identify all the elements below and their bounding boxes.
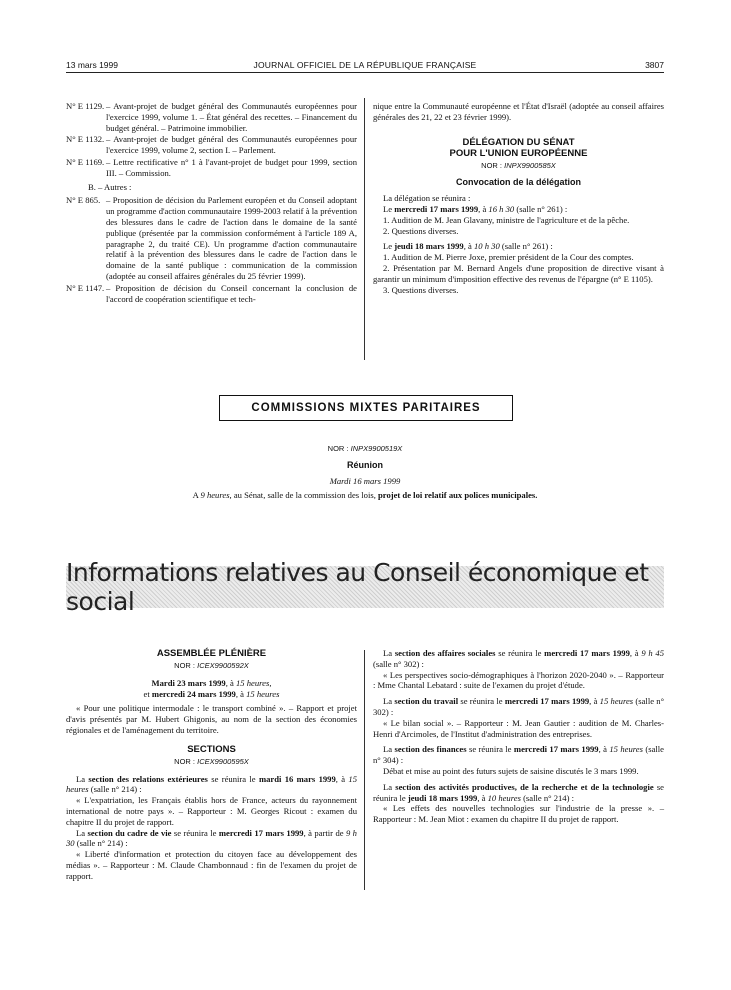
entry-e1132: N° E 1132. – Avant-projet de budget général des Communautés européennes pour l'exercice 1999, volume 2, section I. – Parlement. <box>66 134 357 156</box>
meeting-2-item: 1. Audition de M. Pierre Joxe, premier président de la Cour des comptes. <box>383 252 634 263</box>
section-activites-productives-line: La section des activités productives, de la recherche et de la technologie se réunira le jeudi 18 mars 1999, à 10 heures (salle n° 214) : <box>373 781 664 803</box>
entry-e1147: N° E 1147. – Proposition de décision du Conseil concernant la conclusion de l'accord de coopération scientifique et tech- <box>66 282 357 304</box>
assemblee-text: « Pour une politique intermodale : le transport combiné ». – Rapport et projet d'avis présentés par M. Hubert Ghigonis, au nom de la section des économies régionales et de l'aménagement du territoire. <box>66 703 357 735</box>
cmp-reunion: Réunion <box>347 460 383 470</box>
journal-title: JOURNAL OFFICIEL DE LA RÉPUBLIQUE FRANÇAISE <box>253 60 477 70</box>
column-divider-bottom <box>364 650 365 890</box>
ces-banner-title: Informations relatives au Conseil économique et social <box>66 558 649 616</box>
cmp-line: A 9 heures, au Sénat, salle de la commission des lois, projet de loi relatif aux polices municipales. <box>192 490 538 500</box>
entry-e1169: N° E 1169. – Lettre rectificative n° 1 à l'avant-projet de budget pour 1999, section III. – Commission. <box>66 156 357 178</box>
meeting-2-item: 2. Présentation par M. Bernard Angels d'une proposition de directive visant à garantir un minimum d'imposition effective des revenus de l'épargne (n° E 1105). <box>373 262 664 284</box>
assemblee-nor: NOR : ICEX9900592X <box>174 661 249 670</box>
assemblee-date-2: et mercredi 24 mars 1999, à 15 heures <box>143 688 280 699</box>
convocation-subhead: Convocation de la délégation <box>455 177 581 188</box>
section-activites-productives-text: « Les effets des nouvelles technologies sur l'industrie de la presse ». – Rapporteur : M. Jean Miot : examen du chapitre II du projet de rapport. <box>373 803 664 825</box>
continuation-text: nique entre la Communauté européenne et l'État d'Israël (adoptée au conseil affaires générales des 21, 22 et 23 février 1999). <box>373 101 664 122</box>
assemblee-title: ASSEMBLÉE PLÉNIÈRE <box>156 648 267 659</box>
delegation-title-1: DÉLÉGATION DU SÉNAT <box>462 136 575 148</box>
ces-left-column <box>66 648 357 882</box>
entry-e865: N° E 865. – Proposition de décision du Parlement européen et du Conseil adoptant un programme d'action communautaire 1999-2003 relatif à la prévention des blessures dans le cadre de l'action dans le domaine de la santé publique (présentée par la commission conformément à l'article 189 A, paragraphe 2, du traité CE). Un programme d'action communautaire relatif à la prévention des blessures dans le cadre de l'action dans le domaine de la santé publique : communication de la commission (adoptée au conseil affaires générales du 25 février 1999). <box>66 195 357 281</box>
section-relations-ext-text: « L'expatriation, les Français établis hors de France, acteurs du rayonnement international de notre pays ». – Rapporteur : M. Georges Ricout : examen du chapitre II du projet de rapport. <box>66 795 357 827</box>
ces-banner <box>66 558 664 616</box>
section-cadre-vie-line: La section du cadre de vie se réunira le mercredi 17 mars 1999, à partir de 9 h 30 (salle n° 214) : <box>66 827 357 849</box>
section-finances-line: La section des finances se réunira le mercredi 17 mars 1999, à 15 heures (salle n° 304) : <box>373 744 664 766</box>
section-cadre-vie-text: « Liberté d'information et protection du citoyen face au développement des médias ». – Rapporteur : M. Claude Chambonnaud : fin de l'examen du projet de rapport. <box>66 849 357 881</box>
meeting-1-line: Le mercredi 17 mars 1999, à 16 h 30 (salle n° 261) : <box>383 203 568 214</box>
section-relations-ext-line: La section des relations extérieures se réunira le mardi 16 mars 1999, à 15 heures (salle n° 214) : <box>66 773 358 795</box>
section-travail-text: « Le bilan social ». – Rapporteur : M. Jean Gautier : audition de M. Charles-Henri d'Arcimoles, de l'Institut d'administration des entreprises. <box>373 717 664 739</box>
assemblee-date-1: Mardi 23 mars 1999, à 15 heures, <box>151 677 272 688</box>
autres-label: B. – Autres : <box>88 181 132 192</box>
meeting-2-line: Le jeudi 18 mars 1999, à 10 h 30 (salle n° 261) : <box>383 241 553 252</box>
meeting-1-item: 2. Questions diverses. <box>383 225 459 236</box>
cmp-title-box: COMMISSIONS MIXTES PARITAIRES <box>219 395 513 421</box>
sections-title: SECTIONS <box>187 743 236 755</box>
section-finances-text: Débat et mise au point des futurs sujets de saisine discutés le 3 mars 1999. <box>383 765 639 776</box>
section-affaires-sociales-text: « Les perspectives socio-démographiques à l'horizon 2020-2040 ». – Rapporteur : Mme Chantal Lebatard : suite de l'examen du projet d'étude. <box>373 669 664 691</box>
meeting-2-item: 3. Questions diverses. <box>383 284 459 295</box>
right-top-column <box>373 101 664 295</box>
ces-right-column <box>373 648 664 825</box>
delegation-title-2: POUR L'UNION EUROPÉENNE <box>449 147 588 159</box>
section-travail-line: La section du travail se réunira le mercredi 17 mars 1999, à 15 heures (salle n° 302) : <box>373 696 665 717</box>
column-divider-top <box>364 98 365 360</box>
header-date: 13 mars 1999 <box>66 60 118 70</box>
cmp-date: Mardi 16 mars 1999 <box>329 476 401 486</box>
left-top-column <box>66 101 357 305</box>
cmp-nor: NOR : INPX9900519X <box>327 444 403 453</box>
delegation-intro: La délégation se réunira : <box>383 193 471 204</box>
section-affaires-sociales-line: La section des affaires sociales se réunira le mercredi 17 mars 1999, à 9 h 45 (salle n° 302) : <box>373 648 664 669</box>
entry-e1129: N° E 1129. – Avant-projet de budget général des Communautés européennes pour l'exercice 1999, volume 1. – État général des recettes. – Financement du budget général. – Patrimoine immobilier. <box>66 101 357 133</box>
sections-nor: NOR : ICEX9900595X <box>174 756 249 766</box>
meeting-1-item: 1. Audition de M. Jean Glavany, ministre de l'agriculture et de la pêche. <box>383 214 630 225</box>
header-rule <box>66 72 664 73</box>
delegation-nor: NOR : INPX9900585X <box>481 160 556 170</box>
page-number: 3807 <box>645 60 664 70</box>
